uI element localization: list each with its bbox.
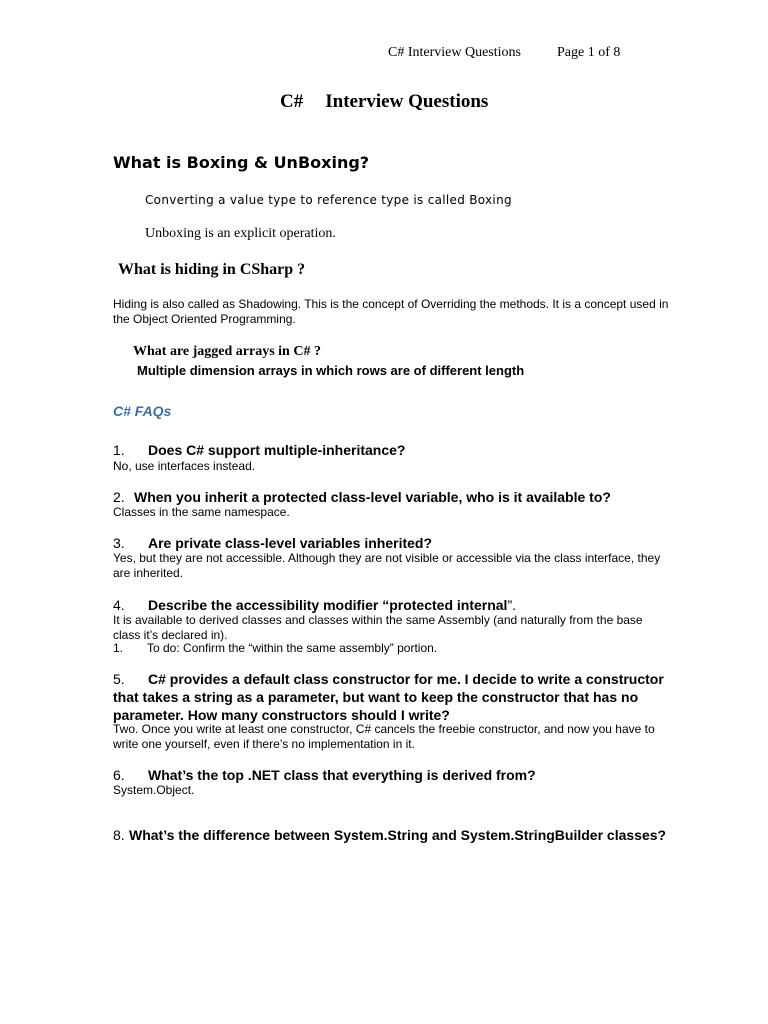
boxing-text: Converting a value type to reference type is called Boxing xyxy=(145,193,512,207)
faq-answer-4-subitem xyxy=(113,641,437,655)
faq-answer-3: Yes, but they are not accessible. Although they are not visible or accessible via the class interface, they are inherited. xyxy=(113,551,661,580)
faq-number: 5. xyxy=(113,671,125,687)
title-part-1: C# xyxy=(280,91,304,112)
hiding-heading: What is hiding in CSharp ? xyxy=(118,261,306,278)
title-part-2: Interview Questions xyxy=(325,91,489,112)
faq-question-3 xyxy=(113,534,673,552)
header-document-name: C# Interview Questions xyxy=(388,45,521,60)
faq-answer-6: System.Object. xyxy=(113,783,195,797)
jagged-text: Multiple dimension arrays in which rows are of different length xyxy=(137,363,525,378)
faq-question-text: What’s the difference between System.String and System.StringBuilder classes? xyxy=(129,827,667,843)
faq-question-text: What’s the top .NET class that everything is derived from? xyxy=(148,767,536,783)
hiding-text: Hiding is also called as Shadowing. This is the concept of Overriding the methods. It is a concept used in the Object Oriented Programming. xyxy=(113,297,669,326)
jagged-heading: What are jagged arrays in C# ? xyxy=(133,344,321,359)
subitem-text: To do: Confirm the “within the same assembly” portion. xyxy=(147,641,438,655)
faq-question-5 xyxy=(113,670,673,724)
faq-question-text: Are private class-level variables inherited? xyxy=(148,535,433,551)
faq-answer-5: Two. Once you write at least one constructor, C# cancels the freebie constructor, and now you have to write one yourself, even if there’s no implementation in it. xyxy=(113,722,655,751)
faq-number: 6. xyxy=(113,767,125,783)
faq-question-6 xyxy=(113,766,673,784)
unboxing-text: Unboxing is an explicit operation. xyxy=(145,226,336,241)
faq-heading: C# FAQs xyxy=(113,403,172,419)
faq-number: 4. xyxy=(113,597,125,613)
boxing-heading: What is Boxing & UnBoxing? xyxy=(113,153,370,172)
faq-question-2 xyxy=(113,488,673,506)
faq-question-1 xyxy=(113,441,673,459)
faq-question-text: When you inherit a protected class-level variable, who is it available to? xyxy=(134,489,611,505)
faq-answer-2: Classes in the same namespace. xyxy=(113,505,290,519)
faq-answer-1: No, use interfaces instead. xyxy=(113,459,256,473)
faq-answer-4: It is available to derived classes and classes within the same Assembly (and naturally from the base class it’s declared in). xyxy=(113,613,643,642)
faq-number: 3. xyxy=(113,535,125,551)
faq-question-text: Describe the accessibility modifier “protected internal xyxy=(148,597,508,613)
header-page-indicator: Page 1 of 8 xyxy=(557,45,621,60)
faq-question-text: Does C# support multiple-inheritance? xyxy=(148,442,406,458)
faq-question-4 xyxy=(113,596,673,614)
faq-question-tail: ”. xyxy=(507,597,517,613)
subitem-number: 1. xyxy=(113,641,124,655)
faq-question-8 xyxy=(113,826,673,844)
faq-question-text: C# provides a default class constructor for me. I decide to write a constructor that takes a string as a parameter, but want to keep the constructor that has no parameter. How many constructors should I write? xyxy=(113,671,664,723)
document-title xyxy=(280,91,488,113)
faq-number: 1. xyxy=(113,442,125,458)
faq-number: 8. xyxy=(113,827,125,843)
faq-number: 2. xyxy=(113,489,125,505)
